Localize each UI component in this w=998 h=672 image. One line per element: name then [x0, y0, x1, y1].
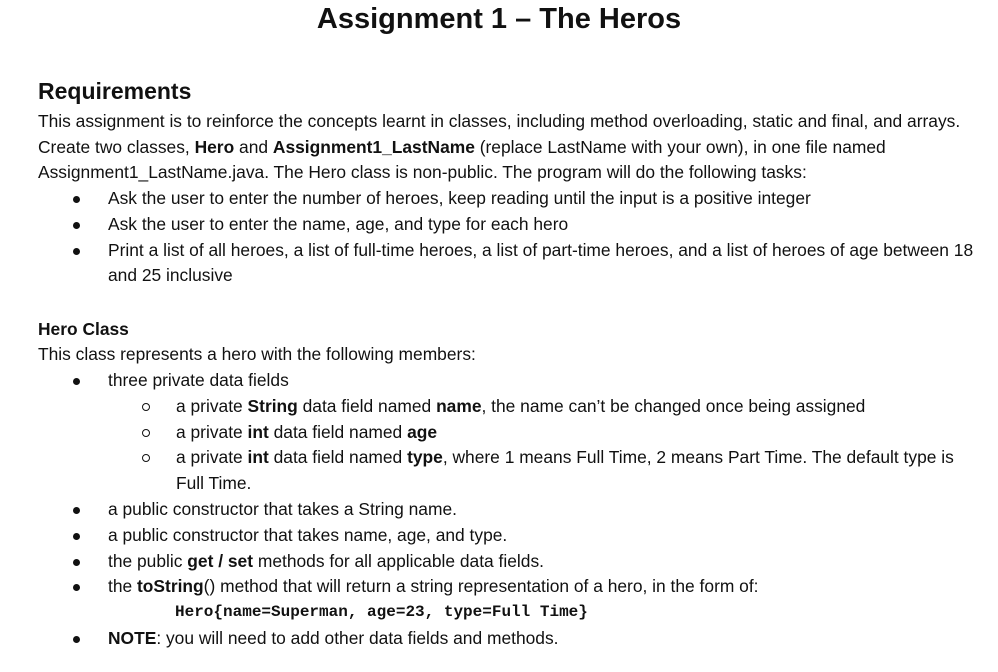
task-item: [38, 238, 983, 290]
field-text: data field named: [268, 447, 408, 468]
field-name: type: [407, 447, 443, 468]
field-text: , the name can’t be changed once being assigned: [481, 395, 866, 416]
circle-bullet-icon: [142, 403, 150, 411]
requirements-intro: [38, 109, 983, 186]
field-text: , where 1 means Full Time, 2 means Part Time. The default type is Full Time.: [176, 447, 954, 494]
member-item-tostring: [38, 574, 983, 626]
bullet-icon: [73, 222, 80, 229]
intro-text-3: (replace LastName with your own), in one file named Assignment1_LastName.java. The Hero class is non-public. The program will do the following tasks:: [38, 136, 886, 183]
field-item-age: [108, 420, 983, 446]
tostring-example-code: Hero{name=Superman, age=23, type=Full Time}: [175, 603, 588, 622]
bullet-icon: [73, 559, 80, 566]
intro-text-2: and: [234, 136, 273, 157]
field-type: int: [247, 421, 269, 442]
field-item-type: [108, 445, 983, 497]
member-keyword: toString: [137, 576, 204, 597]
field-text: data field named: [268, 421, 408, 442]
member-text: methods for all applicable data fields.: [253, 550, 544, 571]
task-item: [38, 212, 983, 238]
member-text: three private data fields: [108, 370, 289, 390]
circle-bullet-icon: [142, 454, 150, 462]
intro-main-class: Assignment1_LastName: [272, 136, 475, 157]
bullet-icon: [73, 636, 80, 643]
bullet-icon: [73, 248, 80, 255]
field-item-name: [108, 394, 983, 420]
bullet-icon: [73, 378, 80, 385]
field-name: name: [436, 395, 482, 416]
member-text: the public: [108, 550, 188, 571]
task-text: Ask the user to enter the name, age, and type for each hero: [108, 213, 569, 234]
fields-sublist: [108, 394, 983, 497]
note-label: NOTE: [108, 627, 157, 648]
member-item-constructor-2: [38, 523, 983, 549]
hero-class-intro: This class represents a hero with the following members:: [38, 344, 476, 364]
member-keyword: get / set: [187, 550, 253, 571]
intro-hero-class: Hero: [194, 136, 235, 157]
field-text: a private: [176, 421, 248, 442]
hero-members-list: [38, 368, 983, 652]
task-list: [38, 186, 983, 289]
requirements-heading: Requirements: [38, 78, 192, 104]
field-type: String: [247, 395, 298, 416]
field-text: data field named: [297, 395, 437, 416]
bullet-icon: [73, 584, 80, 591]
member-text: a public constructor that takes a String name.: [108, 498, 457, 519]
task-item: [38, 186, 983, 212]
bullet-icon: [73, 196, 80, 203]
field-text: a private: [176, 447, 248, 468]
task-text: Ask the user to enter the number of heroes, keep reading until the input is a positive integer: [108, 188, 811, 208]
member-item-getset: [38, 549, 983, 575]
field-type: int: [247, 447, 269, 468]
member-item-constructor-1: [38, 497, 983, 523]
bullet-icon: [73, 507, 80, 514]
field-name: age: [407, 421, 438, 442]
bullet-icon: [73, 533, 80, 540]
task-text: Print a list of all heroes, a list of full-time heroes, a list of part-time heroes, and a list of heroes of age between 18 and 25 inclusive: [108, 239, 974, 286]
field-text: a private: [176, 395, 248, 416]
hero-class-heading: Hero Class: [38, 319, 129, 339]
member-item-note: [38, 626, 983, 652]
document-title: Assignment 1 – The Heros: [316, 3, 682, 35]
circle-bullet-icon: [142, 429, 150, 437]
member-text: a public constructor that takes name, age, and type.: [108, 524, 508, 545]
member-text: () method that will return a string representation of a hero, in the form of:: [203, 576, 759, 597]
member-text: the: [108, 576, 138, 597]
member-text: : you will need to add other data fields and methods.: [156, 627, 559, 648]
member-item-fields: [38, 368, 983, 497]
intro-text-1: This assignment is to reinforce the concepts learnt in classes, including method overloading, static and final, and arrays. Create two classes,: [38, 111, 961, 157]
